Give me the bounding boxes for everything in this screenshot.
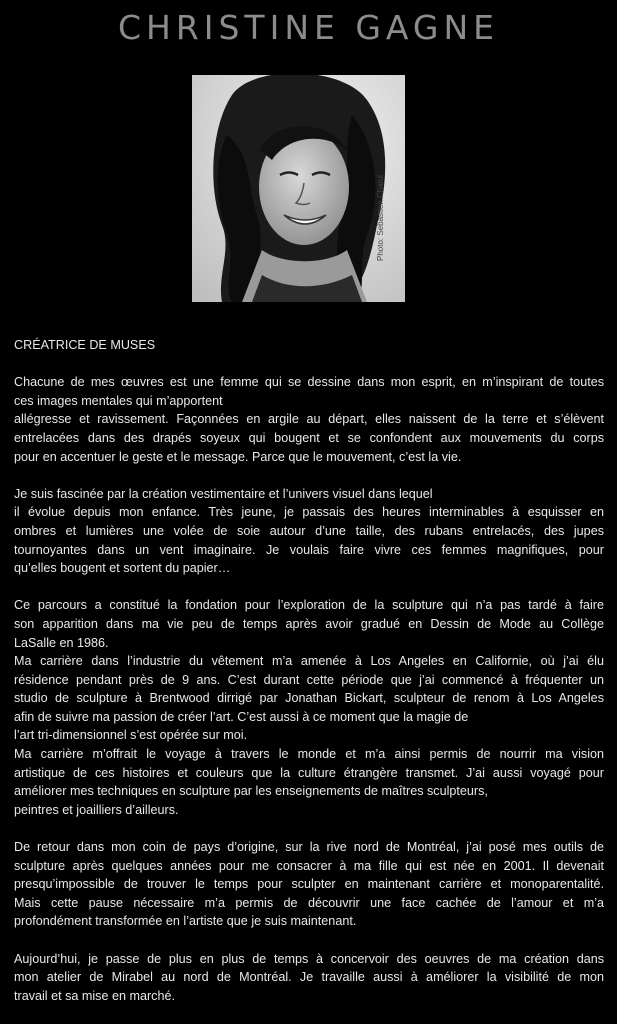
text-line: Mais cette pause nécessaire m’a permis de découvrir une face cachée de l’amour et m’a	[14, 895, 604, 910]
text-line: Chacune de mes œuvres est une femme qui se dessine dans mon esprit, en m’inspirant de toutes	[14, 375, 604, 390]
text-line: entrelacées dans des drapés soyeux qui bougent et se confondent aux mouvements du corps	[14, 430, 604, 445]
text-line: travail et sa mise en marché.	[14, 988, 175, 1003]
text-line: mon atelier de Mirabel au nord de Montréal. Je travaille aussi à améliorer la visibilité de mon	[14, 970, 604, 985]
text-line: De retour dans mon coin de pays d’origine, sur la rive nord de Montréal, j’ai posé mes outils de	[14, 840, 604, 855]
bio-paragraph	[14, 485, 604, 578]
text-line: Aujourd’hui, je passe de plus en plus de temps à concervoir des oeuvres de ma création dans	[14, 951, 604, 966]
text-line: pour en accentuer le geste et le message. Parce que le mouvement, c’est la vie.	[14, 449, 462, 464]
text-line: afin de suivre ma passion de créer l’art. C’est aussi à ce moment que la magie de	[14, 709, 469, 724]
portrait-image	[192, 75, 405, 302]
text-line: sculpture après quelques années pour me consacrer à ma fille qui est née en 2001. Il devenait	[14, 858, 604, 873]
text-line: Ma carrière m’offrait le voyage à travers le monde et m’a ainsi permis de nourrir ma vision	[14, 747, 604, 762]
photo-credit: Photo: Sebastien Chalut	[376, 174, 385, 261]
text-line: ombres et lumières une volée de soie autour d’une taille, des rubans entrelacés, des jupes	[14, 523, 604, 538]
text-line: résidence pendant près de 9 ans. C’est durant cette période que j’ai commencé à fréquenter un	[14, 672, 604, 687]
site-title: CHRISTINE GAGNE	[117, 8, 500, 47]
text-line: il évolue depuis mon enfance. Très jeune, je passais des heures interminables à esquisser en	[14, 505, 604, 520]
text-line: ces images mentales qui m’apportent	[14, 393, 223, 408]
bio-paragraph	[14, 838, 604, 931]
text-line: son apparition dans ma vie peu de temps après avoir gradué en Dessin de Mode au Collège	[14, 616, 604, 631]
text-line: tournoyantes dans un vent imaginaire. Je voulais faire vivre ces femmes magnifiques, pour	[14, 542, 604, 557]
text-line: LaSalle en 1986.	[14, 635, 109, 650]
artist-portrait-photo	[192, 75, 405, 302]
text-line: qu’elles bougent et sortent du papier…	[14, 561, 231, 576]
text-line: studio de sculpture à Brentwood dirrigé par Jonathan Bickart, sculpteur de renom à Los Angeles	[14, 691, 604, 706]
text-line: peintres et joailliers d’ailleurs.	[14, 802, 179, 817]
bio-paragraph	[14, 373, 604, 466]
section-heading: CRÉATRICE DE MUSES	[14, 338, 156, 352]
text-line: artistique de ces histoires et couleurs que la culture étrangère transmet. J’ai aussi voyagé pour	[14, 765, 604, 780]
text-line: profondément transformée en l’artiste que je suis maintenant.	[14, 914, 357, 929]
text-line: Ce parcours a constitué la fondation pour l’exploration de la sculpture qui n’a pas tardé à faire	[14, 598, 604, 613]
text-line: presqu’impossible de trouver le temps pour sculpter en maintenant carrière et monoparentalité.	[14, 877, 604, 892]
text-line: allégresse et ravissement. Façonnées en argile au départ, elles naissent de la terre et s’élèvent	[14, 412, 604, 427]
bio-paragraph	[14, 596, 604, 819]
text-line: améliorer mes techniques en sculpture par les enseignements de maîtres sculpteurs,	[14, 784, 488, 799]
text-line: l’art tri-dimensionnel s’est opérée sur moi.	[14, 728, 248, 743]
text-line: Ma carrière dans l’industrie du vêtement m’a amenée à Los Angeles en Californie, où j’ai élu	[14, 654, 604, 669]
bio-paragraph	[14, 950, 604, 1006]
bio-content	[14, 336, 604, 1024]
text-line: Je suis fascinée par la création vestimentaire et l’univers visuel dans lequel	[14, 486, 433, 501]
